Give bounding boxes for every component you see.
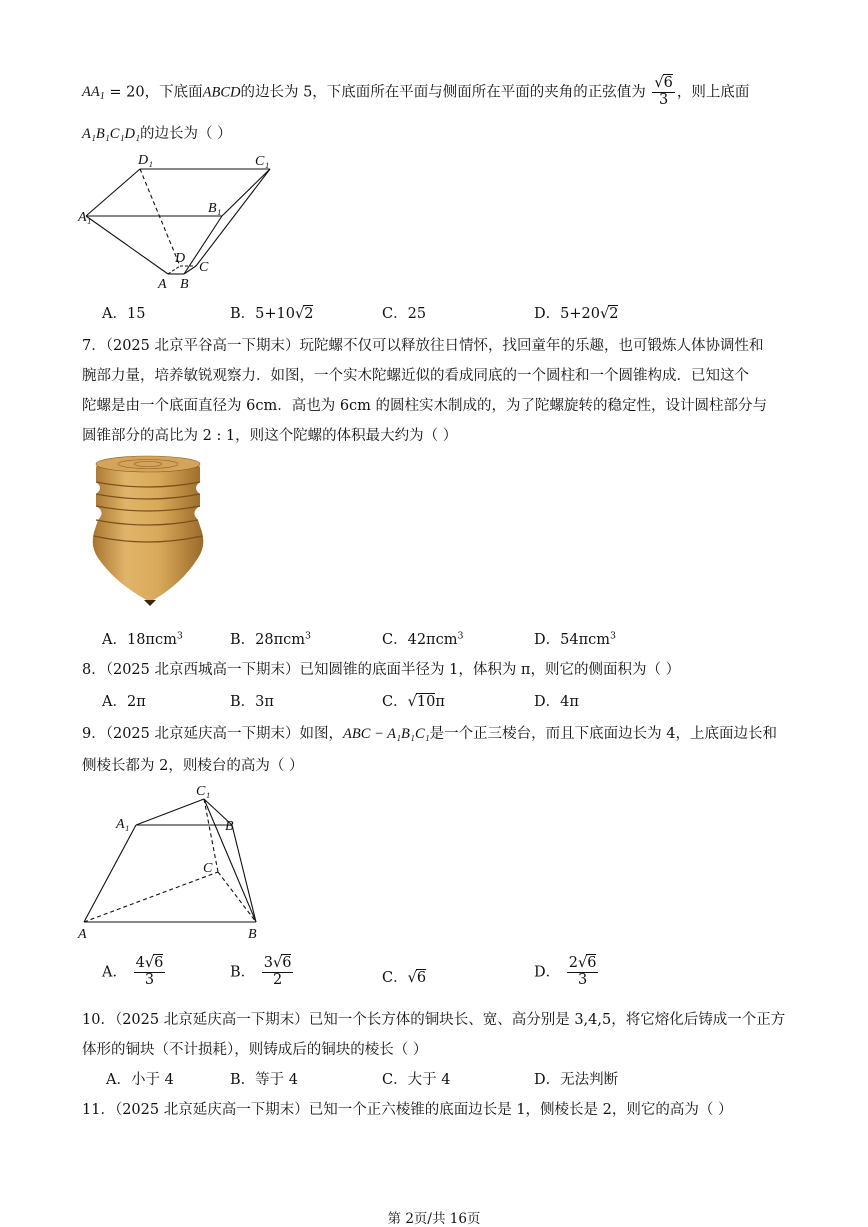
q7-line-1: 7．（2025 北京平谷高一下期末）玩陀螺不仅可以释放往日情怀，找回童年的乐趣，也可锻炼人体协调性和 <box>82 338 764 354</box>
q7-line-2: 腕部力量，培养敏锐观察力．如图，一个实木陀螺近似的看成同底的一个圆柱和一个圆锥构成．已知这个 <box>82 368 749 384</box>
label-a: A <box>78 927 87 942</box>
label-b: B <box>248 927 257 942</box>
q8-line: 8．（2025 北京西城高一下期末）已知圆锥的底面半径为 1，体积为 π，则它的侧面积为（ ） <box>82 662 681 678</box>
q10-line-2: 体形的铜块（不计损耗），则铸成后的铜块的棱长（ ） <box>82 1042 428 1058</box>
q8-option-a: A．2π <box>102 694 146 710</box>
q10-option-a: A．小于 4 <box>106 1072 174 1088</box>
q6-option-b: B．5+10√2 <box>230 306 314 322</box>
label-b: B <box>180 277 189 292</box>
label-c: C <box>203 861 213 876</box>
q7-option-a: A．18πcm$^3$ <box>102 630 183 648</box>
q7-option-d: D．54πcm$^3$ <box>534 630 616 648</box>
q10-option-b: B．等于 4 <box>230 1072 298 1088</box>
q9-option-a: A． $\frac{4√6}{3}$ <box>102 955 164 988</box>
label-c1: C₁ <box>255 154 270 169</box>
q6-option-d: D．5+20√2 <box>534 306 619 322</box>
q9-option-b: B． $\frac{3√6}{2}$ <box>230 955 292 988</box>
label-b1: B <box>225 819 234 834</box>
q6-sine-fraction: $\frac{√6}{3}$ <box>654 75 673 108</box>
q9-line-1: 9．（2025 北京延庆高一下期末）如图，ABC − A₁B₁C₁是一个正三棱台，而且下底面边长为 4，上底面边长和 <box>82 726 778 742</box>
q6-frustum-figure <box>74 148 284 293</box>
q6-option-a: A．15 <box>102 306 146 322</box>
label-a1: A₁ <box>116 817 130 832</box>
label-a: A <box>158 277 167 292</box>
q9-option-d: D． $\frac{2√6}{3}$ <box>534 955 597 988</box>
q6-line-2: A₁B₁C₁D₁的边长为（ ） <box>82 126 232 142</box>
q9-option-c: C．√6 <box>382 970 427 986</box>
q6-aa1: $AA_1$ <box>82 84 105 103</box>
q8-option-c: C．√10π <box>382 694 445 710</box>
q6-line-1: $AA_1 = 20$，下底面ABCD的边长为 5，下底面所在平面与侧面所在平面的夹角的正弦值为 $\frac{√6}{3}$ ，则上底面 <box>82 75 750 108</box>
q7-option-b: B．28πcm$^3$ <box>230 630 312 648</box>
q7-line-3: 陀螺是由一个底面直径为 6cm．高也为 6cm 的圆柱实木制成的，为了陀螺旋转的稳定性，设计圆柱部分与 <box>82 398 768 414</box>
q8-option-b: B．3π <box>230 694 274 710</box>
label-a1: A₁ <box>78 210 92 225</box>
page-footer: 第 2页/共 16页 <box>387 1211 481 1227</box>
q7-line-4: 圆锥部分的高比为 2 : 1，则这个陀螺的体积最大约为（ ） <box>82 428 458 444</box>
q11-line: 11．（2025 北京延庆高一下期末）已知一个正六棱锥的底面边长是 1，侧棱长是 2，则它的高为（ ） <box>82 1102 733 1118</box>
q10-line-1: 10．（2025 北京延庆高一下期末）已知一个长方体的铜块长、宽、高分别是 3,4,5，将它熔化后铸成一个正方 <box>82 1012 786 1028</box>
q9-line-2: 侧棱长都为 2，则棱台的高为（ ） <box>82 758 304 774</box>
label-d: D <box>175 251 186 266</box>
label-b1: B₁ <box>208 201 222 216</box>
q10-option-c: C．大于 4 <box>382 1072 451 1088</box>
label-c1: C₁ <box>196 784 211 799</box>
q9-frustum-figure <box>72 780 272 942</box>
spinning-top-photo <box>86 454 210 612</box>
q6-option-c: C．25 <box>382 306 427 322</box>
q10-option-d: D．无法判断 <box>534 1072 619 1088</box>
label-d1: D₁ <box>138 153 153 168</box>
q7-option-c: C．42πcm$^3$ <box>382 630 464 648</box>
label-c: C <box>199 260 209 275</box>
q8-option-d: D．4π <box>534 694 579 710</box>
